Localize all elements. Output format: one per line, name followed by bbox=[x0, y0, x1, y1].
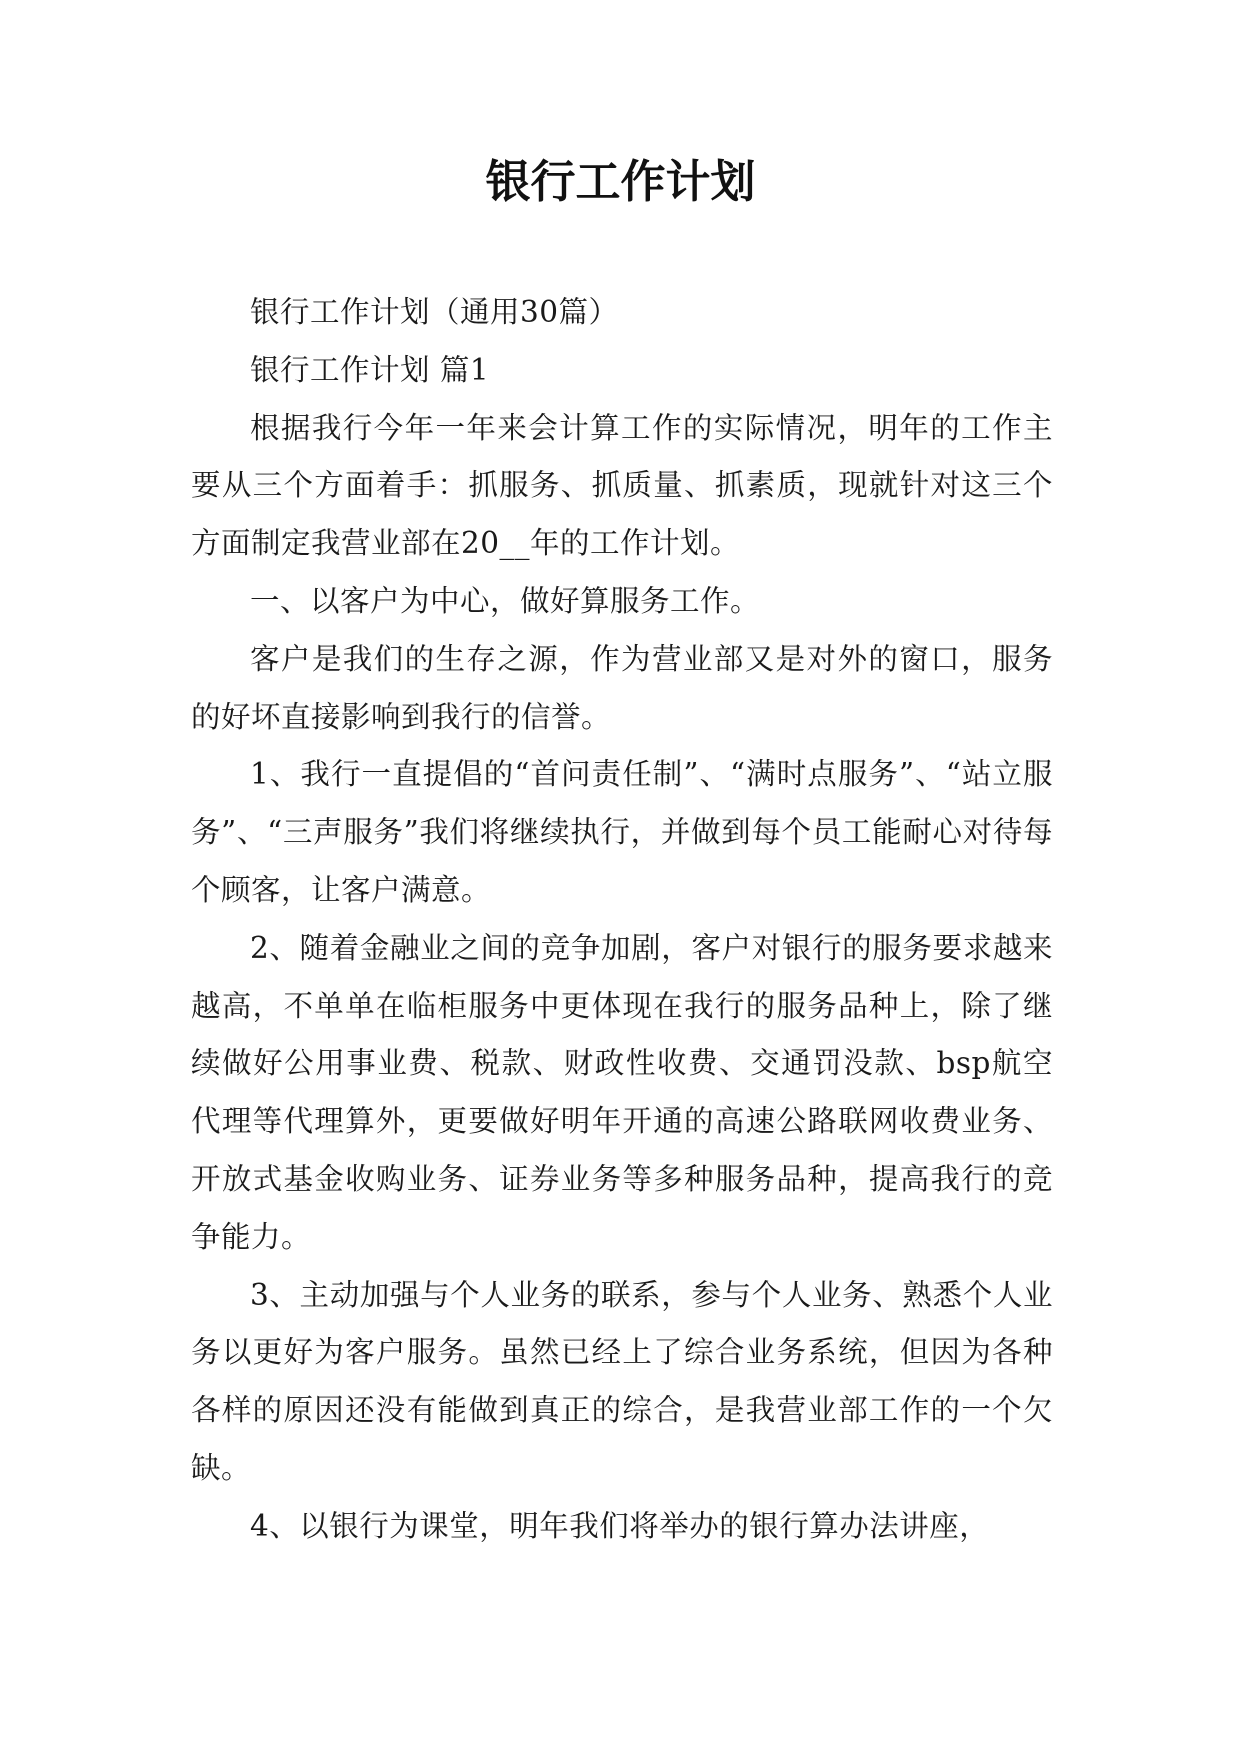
body-paragraph: 根据我行今年一年来会计算工作的实际情况，明年的工作主要从三个方面着手：抓服务、抓质量、抓素质，现就针对这三个方面制定我营业部在20__年的工作计划。 bbox=[191, 410, 1053, 561]
body-paragraph: 1、我行一直提倡的“首问责任制”、“满时点服务”、“站立服务”、“三声服务”我们将继续执行，并做到每个员工能耐心对待每个顾客，让客户满意。 bbox=[191, 757, 1053, 907]
section-heading: 银行工作计划 篇1 bbox=[250, 352, 490, 387]
subtitle-paragraph: 银行工作计划（通用30篇） bbox=[250, 295, 619, 329]
body-paragraph: 2、随着金融业之间的竞争加剧，客户对银行的服务要求越来越高，不单单在临柜服务中更体现在我行的服务品种上，除了继续做好公用事业费、税款、财政性收费、交通罚没款、bsp航空代理等代理算外，更要做好明年开通的高速公路联网收费业务、开放式基金收购业务、证券业务等多种服务品种，提高我行的竞争能力。 bbox=[191, 930, 1053, 1254]
body-paragraph: 4、以银行为课堂，明年我们将举办的银行算办法讲座， bbox=[250, 1508, 990, 1543]
document-title: 银行工作计划 bbox=[485, 155, 756, 208]
section-heading: 一、以客户为中心，做好算服务工作。 bbox=[250, 583, 761, 618]
body-paragraph: 客户是我们的生存之源，作为营业部又是对外的窗口，服务的好坏直接影响到我行的信誉。 bbox=[191, 641, 1053, 734]
document-body bbox=[191, 284, 1053, 1556]
body-paragraph: 3、主动加强与个人业务的联系，参与个人业务、熟悉个人业务以更好为客户服务。虽然已经上了综合业务系统，但因为各种各样的原因还没有能做到真正的综合，是我营业部工作的一个欠缺。 bbox=[191, 1277, 1053, 1485]
